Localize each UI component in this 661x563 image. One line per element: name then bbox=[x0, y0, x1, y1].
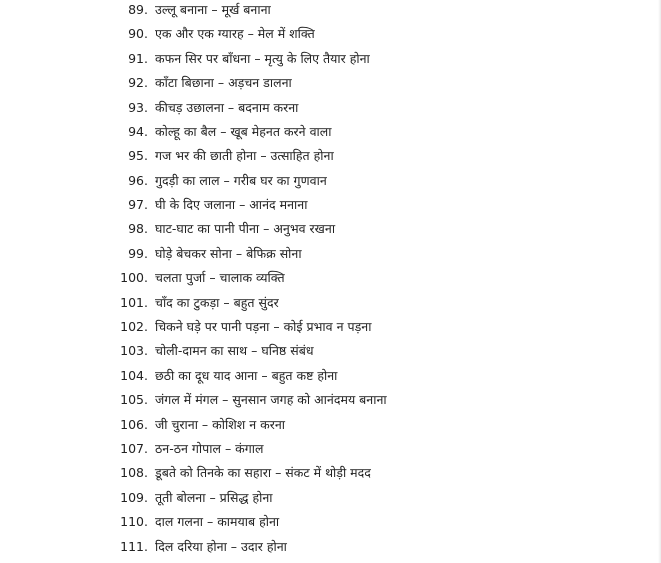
item-number: 108. bbox=[120, 465, 148, 481]
list-item bbox=[0, 22, 661, 46]
item-number: 109. bbox=[120, 489, 148, 505]
idiom-text: कफन सिर पर बाँधना – मृत्यु के लिए तैयार होना bbox=[155, 50, 370, 66]
item-number: 89. bbox=[128, 1, 148, 17]
list-item bbox=[0, 120, 661, 144]
idiom-text: गुदड़ी का लाल – गरीब घर का गुणवान bbox=[155, 172, 327, 188]
idiom-text: छठी का दूध याद आना – बहुत कष्ट होना bbox=[155, 367, 338, 383]
idiom-text: चिकने घड़े पर पानी पड़ना – कोई प्रभाव न पड़ना bbox=[155, 319, 372, 335]
item-number: 97. bbox=[128, 197, 148, 213]
list-item bbox=[0, 437, 661, 461]
idiom-text: उल्लू बनाना – मूर्ख बनाना bbox=[155, 1, 271, 17]
idiom-text: चाँद का टुकड़ा – बहुत सुंदर bbox=[155, 294, 279, 310]
idiom-text: एक और एक ग्यारह – मेल में शक्ति bbox=[155, 26, 315, 42]
list-item bbox=[0, 0, 661, 22]
idiom-text: काँटा बिछाना – अड़चन डालना bbox=[155, 75, 292, 91]
item-number: 106. bbox=[120, 416, 148, 432]
list-item bbox=[0, 169, 661, 193]
idiom-text: ठन-ठन गोपाल – कंगाल bbox=[155, 440, 264, 456]
list-item bbox=[0, 486, 661, 510]
idiom-text: घाट-घाट का पानी पीना – अनुभव रखना bbox=[155, 221, 336, 237]
list-item bbox=[0, 535, 661, 559]
idiom-text: तूती बोलना – प्रसिद्ध होना bbox=[155, 489, 273, 505]
list-item bbox=[0, 266, 661, 290]
item-number: 93. bbox=[128, 99, 148, 115]
idiom-text: दाल गलना – कामयाब होना bbox=[155, 514, 280, 530]
list-item bbox=[0, 413, 661, 437]
item-number: 104. bbox=[120, 367, 148, 383]
idiom-text: गज भर की छाती होना – उत्साहित होना bbox=[155, 148, 334, 164]
list-item bbox=[0, 461, 661, 485]
item-number: 102. bbox=[120, 319, 148, 335]
idiom-text: जी चुराना – कोशिश न करना bbox=[155, 416, 285, 432]
list-item bbox=[0, 291, 661, 315]
item-number: 107. bbox=[120, 440, 148, 456]
item-number: 96. bbox=[128, 172, 148, 188]
list-item bbox=[0, 193, 661, 217]
idiom-text: डूबते को तिनके का सहारा – संकट में थोड़ी मदद bbox=[155, 465, 371, 481]
item-number: 91. bbox=[128, 50, 148, 66]
list-item bbox=[0, 218, 661, 242]
item-number: 101. bbox=[120, 294, 148, 310]
item-number: 105. bbox=[120, 392, 148, 408]
list-item bbox=[0, 388, 661, 412]
item-number: 103. bbox=[120, 343, 148, 359]
list-item bbox=[0, 315, 661, 339]
item-number: 94. bbox=[128, 123, 148, 139]
idiom-text: चलता पुर्जा – चालाक व्यक्ति bbox=[155, 270, 285, 286]
idiom-text: कोल्हू का बैल – खूब मेहनत करने वाला bbox=[155, 123, 332, 139]
list-item bbox=[0, 364, 661, 388]
idiom-text: जंगल में मंगल – सुनसान जगह को आनंदमय बनाना bbox=[155, 392, 387, 408]
list-item bbox=[0, 510, 661, 534]
list-item bbox=[0, 96, 661, 120]
list-item bbox=[0, 144, 661, 168]
item-number: 98. bbox=[128, 221, 148, 237]
list-item bbox=[0, 47, 661, 71]
list-item bbox=[0, 71, 661, 95]
idiom-text: घी के दिए जलाना – आनंद मनाना bbox=[155, 197, 308, 213]
item-number: 99. bbox=[128, 245, 148, 261]
item-number: 92. bbox=[128, 75, 148, 91]
item-number: 90. bbox=[128, 26, 148, 42]
list-item bbox=[0, 242, 661, 266]
item-number: 110. bbox=[120, 514, 148, 530]
list-item bbox=[0, 339, 661, 363]
idiom-text: चोली-दामन का साथ – घनिष्ठ संबंध bbox=[155, 343, 314, 359]
idiom-text: दिल दरिया होना – उदार होना bbox=[155, 538, 287, 554]
item-number: 100. bbox=[120, 270, 148, 286]
idiom-text: घोड़े बेचकर सोना – बेफिक्र सोना bbox=[155, 245, 302, 261]
idiom-text: कीचड़ उछालना – बदनाम करना bbox=[155, 99, 299, 115]
item-number: 111. bbox=[120, 538, 148, 554]
item-number: 95. bbox=[128, 148, 148, 164]
